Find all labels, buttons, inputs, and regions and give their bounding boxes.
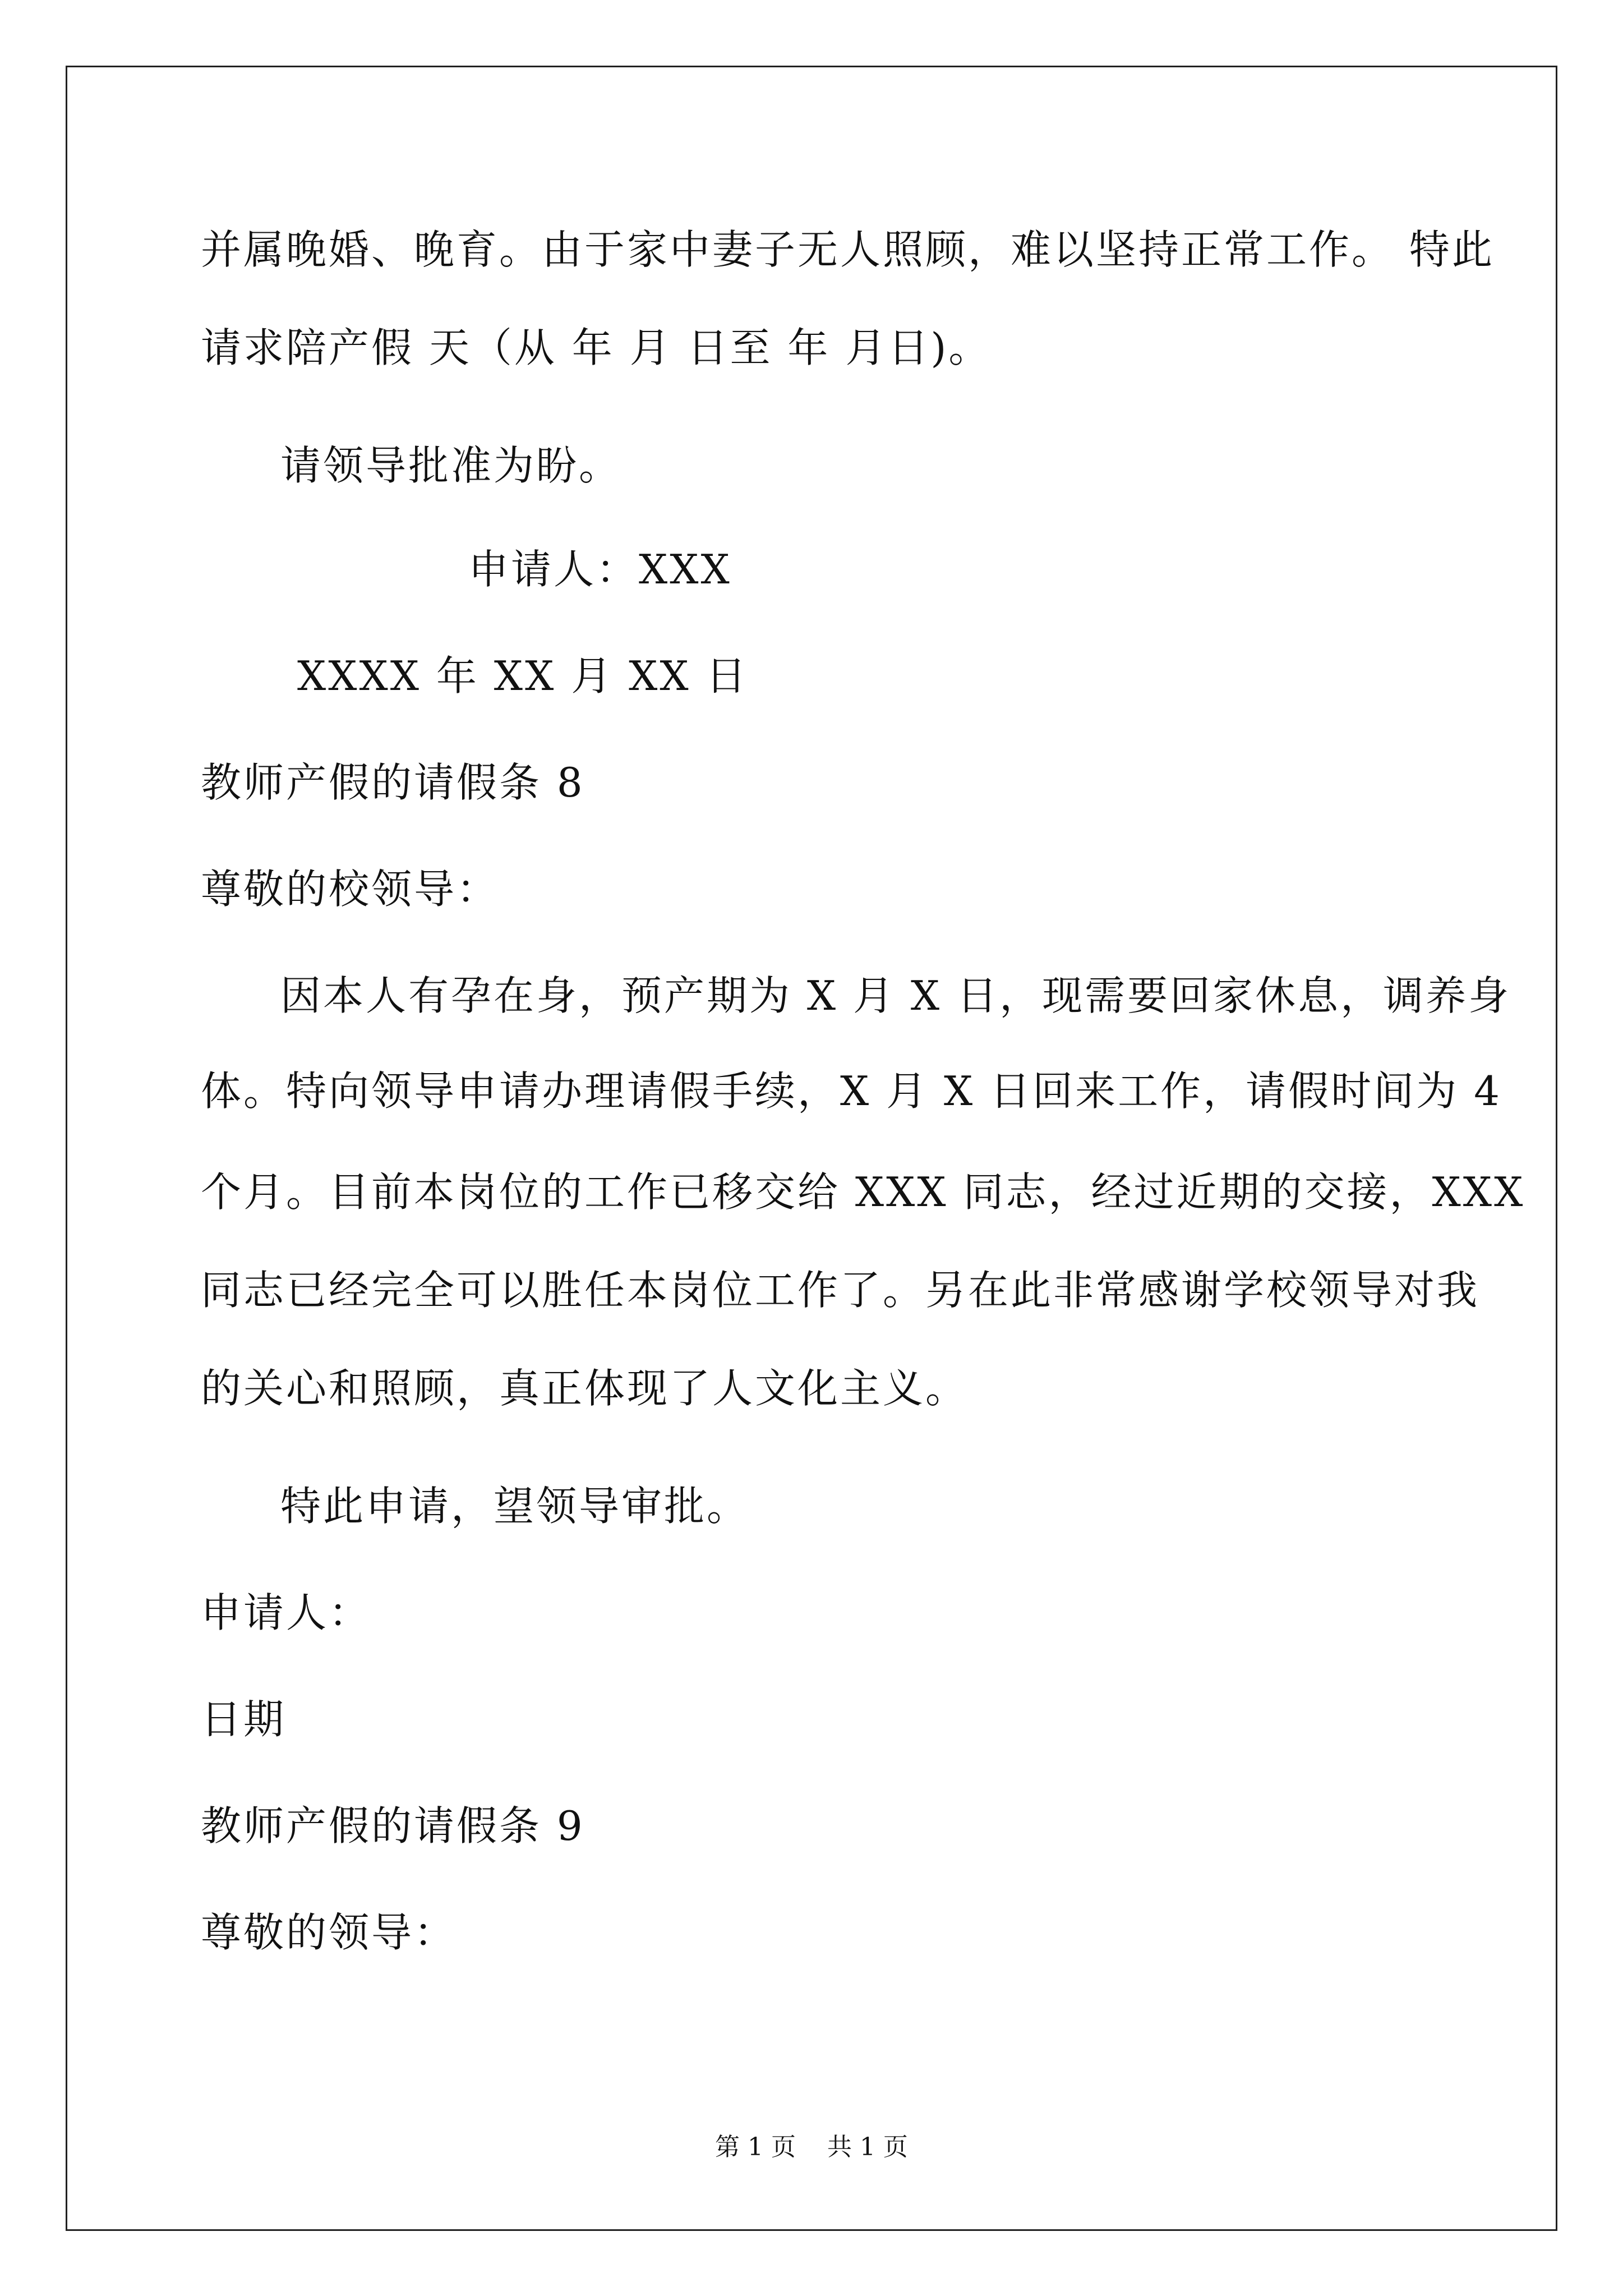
closing-request-8: 特此申请，望领导审批。 [280,1483,750,1530]
body-line-1: 并属晚婚、晚育。由于家中妻子无人照顾，难以坚持正常工作。 特此 [201,226,1495,273]
applicant-signature: 申请人：XXX [468,546,732,593]
applicant-label: 申请人： [201,1589,372,1636]
body-line-6: 同志已经完全可以胜任本岗位工作了。另在此非常感谢学校领导对我 [201,1267,1480,1314]
signature-date: XXXX 年 XX 月 XX 日 [297,652,749,700]
body-line-7: 的关心和照顾，真正体现了人文化主义。 [201,1365,969,1412]
section-title-9: 教师产假的请假条 9 [201,1802,585,1849]
body-line-2: 请求陪产假 天（从 年 月 日至 年 月日)。 [201,324,992,371]
closing-request: 请领导批准为盼。 [280,442,622,489]
body-line-5: 个月。目前本岗位的工作已移交给 XXX 同志，经过近期的交接，XXX [201,1168,1525,1216]
date-label: 日期 [201,1696,287,1743]
body-line-4: 体。特向领导申请办理请假手续，X 月 X 日回来工作，请假时间为 4 [201,1068,1502,1115]
body-line-3: 因本人有孕在身，预产期为 X 月 X 日，现需要回家休息，调养身 [280,972,1511,1019]
page-border [66,66,1557,2231]
salutation-9: 尊敬的领导： [201,1909,457,1956]
page-number-footer: 第 1 页 共 1 页 [715,2133,908,2161]
section-title-8: 教师产假的请假条 8 [201,759,585,806]
salutation-8: 尊敬的校领导： [201,866,500,913]
